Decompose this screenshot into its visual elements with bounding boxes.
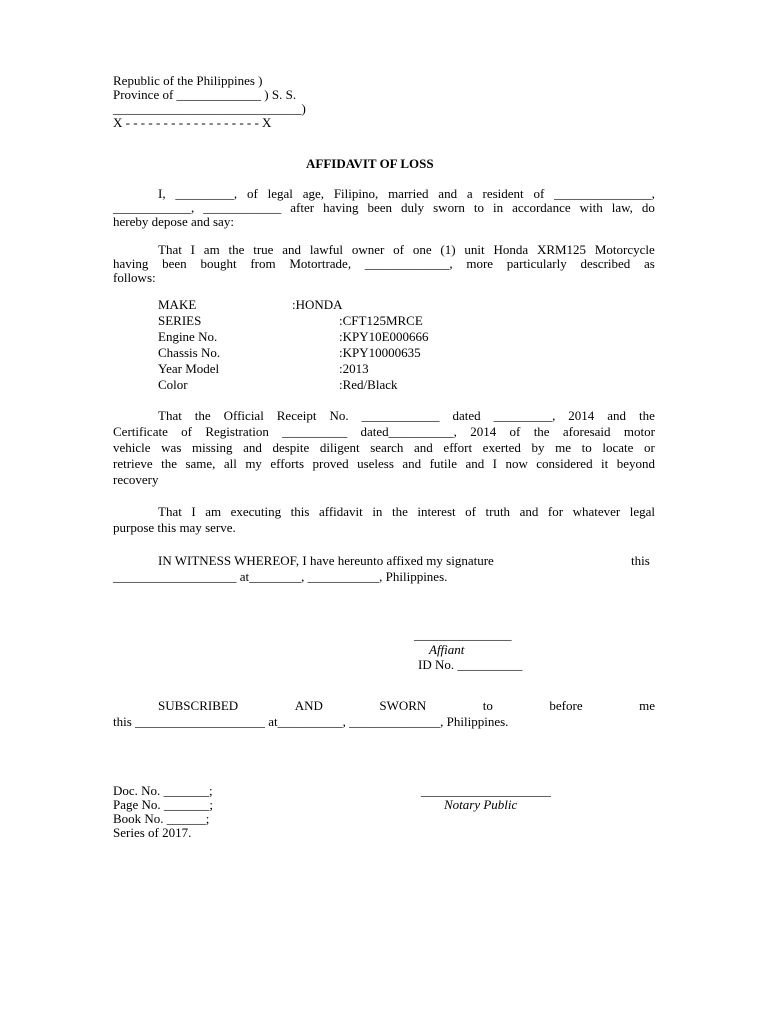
word: for — [547, 504, 564, 519]
word: or — [644, 440, 655, 455]
word: in — [372, 504, 383, 519]
word: legal — [629, 504, 655, 519]
header-blank-line: _____________________________) — [113, 101, 306, 116]
word: from — [250, 256, 276, 271]
spec-label-year: Year Model — [158, 361, 220, 376]
word: duly — [401, 200, 425, 215]
word: beyond — [616, 456, 655, 471]
spec-value-year: :2013 — [339, 361, 369, 376]
word: by — [531, 440, 545, 455]
book-no: Book No. ______; — [113, 811, 210, 826]
word: same, — [185, 456, 216, 471]
word: to — [581, 440, 592, 455]
word: Certificate — [113, 424, 168, 439]
header-republic: Republic of the Philippines ) — [113, 73, 263, 88]
word: resident — [482, 186, 524, 201]
word: with — [579, 200, 603, 215]
affiant-label: Affiant — [429, 642, 465, 657]
word: am — [205, 504, 222, 519]
para3-line2 — [113, 424, 655, 440]
word: ____________ — [361, 408, 440, 423]
word: (1) — [440, 242, 456, 257]
word: been — [162, 256, 187, 271]
series-of: Series of 2017. — [113, 825, 192, 840]
word: Motortrade, — [289, 256, 352, 271]
para3-line3 — [113, 440, 655, 456]
word: ____________, — [113, 200, 195, 215]
word: of — [246, 186, 258, 201]
doc-no: Doc. No. _______; — [113, 783, 213, 798]
word: I — [492, 456, 497, 471]
word: affidavit — [318, 504, 363, 519]
spec-label-chassis: Chassis No. — [158, 345, 221, 360]
word: a — [466, 186, 473, 201]
word: my — [245, 456, 262, 471]
spec-value-color: :Red/Black — [339, 377, 398, 392]
word: considered — [536, 456, 593, 471]
word: of — [509, 424, 521, 439]
notary-public-label: Notary Public — [444, 797, 518, 812]
word: married — [388, 186, 429, 201]
witness-line1-end: this — [631, 553, 650, 568]
spec-value-series: :CFT125MRCE — [339, 313, 423, 328]
word: me — [639, 698, 655, 713]
word: I, — [158, 186, 166, 201]
word: XRM125 — [536, 242, 587, 257]
word: the — [533, 424, 550, 439]
affiant-id: ID No. __________ — [418, 657, 523, 672]
jurat-line1 — [158, 698, 655, 714]
word: SUBSCRIBED — [158, 698, 239, 713]
word: truth — [485, 504, 511, 519]
word: useless — [357, 456, 394, 471]
word: after — [290, 200, 315, 215]
word: and — [402, 456, 422, 471]
word: law, — [611, 200, 633, 215]
word: all — [223, 456, 237, 471]
spec-label-engine: Engine No. — [158, 329, 218, 344]
para2-line3: follows: — [113, 270, 156, 285]
word: _________, — [175, 186, 238, 201]
word: more — [466, 256, 494, 271]
word: Motorcycle — [594, 242, 655, 257]
word: AND — [294, 698, 323, 713]
page-no: Page No. _______; — [113, 797, 214, 812]
word: as — [644, 256, 655, 271]
word: I — [190, 242, 195, 257]
word: motor — [623, 424, 655, 439]
para3-line1 — [158, 408, 655, 424]
word: _____________, — [364, 256, 453, 271]
word: true — [253, 242, 274, 257]
word: it — [601, 456, 609, 471]
word: having — [113, 256, 149, 271]
word: of — [181, 424, 193, 439]
word: effort — [443, 440, 473, 455]
word: futile — [429, 456, 457, 471]
word: That — [158, 504, 182, 519]
word: diligent — [319, 440, 360, 455]
word: particularly — [506, 256, 567, 271]
word: ____________ — [203, 200, 282, 215]
spec-value-make: :HONDA — [292, 297, 343, 312]
word: aforesaid — [562, 424, 611, 439]
word: unit — [464, 242, 485, 257]
word: sworn — [433, 200, 465, 215]
word: described — [580, 256, 631, 271]
spec-label-color: Color — [158, 377, 188, 392]
word: been — [367, 200, 392, 215]
word: SWORN — [379, 698, 427, 713]
word: to — [482, 698, 493, 713]
word: despite — [272, 440, 310, 455]
word: and — [465, 456, 485, 471]
para4-line2: purpose this may serve. — [113, 520, 236, 535]
spec-label-series: SERIES — [158, 313, 202, 328]
word: the — [194, 408, 211, 423]
word: proved — [312, 456, 349, 471]
header-province: Province of _____________ ) S. S. — [113, 87, 297, 102]
word: No. — [329, 408, 349, 423]
word: was — [161, 440, 182, 455]
word: _______________, — [554, 186, 655, 201]
para2-line2 — [113, 256, 655, 272]
word: of — [533, 186, 545, 201]
word: efforts — [270, 456, 305, 471]
word: Honda — [493, 242, 529, 257]
para1-line3: hereby depose and say: — [113, 214, 234, 229]
word: to — [473, 200, 485, 215]
word: exerted — [482, 440, 521, 455]
word: dated — [452, 408, 481, 423]
word: Registration — [205, 424, 269, 439]
word: the — [161, 456, 178, 471]
word: and — [438, 186, 458, 201]
word: the — [638, 408, 655, 423]
para3-line5: recovery — [113, 472, 159, 487]
word: the — [391, 504, 408, 519]
word: am — [203, 242, 220, 257]
word: whatever — [572, 504, 621, 519]
word: _________, — [493, 408, 556, 423]
word: me — [555, 440, 572, 455]
jurat-line2: this ____________________ at__________, ______________, Philippines. — [113, 714, 509, 729]
word: legal — [267, 186, 293, 201]
word: and — [414, 440, 433, 455]
word: lawful — [309, 242, 344, 257]
word: I — [191, 504, 196, 519]
word: retrieve — [113, 456, 153, 471]
word: dated__________, — [360, 424, 457, 439]
word: and — [519, 504, 539, 519]
word: do — [641, 200, 655, 215]
word: 2014 — [470, 424, 497, 439]
witness-line2: ___________________ at________, ___________, Philippines. — [113, 569, 448, 584]
witness-line1: IN WITNESS WHEREOF, I have hereunto affixed my signature — [158, 553, 494, 568]
header-x-line: X - - - - - - - - - - - - - - - - - - X — [113, 115, 272, 130]
word: of — [465, 504, 476, 519]
word: age, — [302, 186, 324, 201]
word: vehicle — [113, 440, 151, 455]
word: Official — [223, 408, 264, 423]
word: having — [323, 200, 359, 215]
word: bought — [200, 256, 237, 271]
spec-label-make: MAKE — [158, 297, 197, 312]
word: That — [158, 408, 182, 423]
document-title: AFFIDAVIT OF LOSS — [306, 156, 434, 171]
para4-line1 — [158, 504, 655, 520]
word: Filipino, — [333, 186, 379, 201]
word: That — [158, 242, 182, 257]
word: and — [282, 242, 302, 257]
word: this — [290, 504, 310, 519]
word: __________ — [282, 424, 348, 439]
word: and — [607, 408, 627, 423]
word: in — [493, 200, 504, 215]
word: of — [393, 242, 405, 257]
para3-line4 — [113, 456, 655, 472]
word: missing — [191, 440, 233, 455]
spec-value-chassis: :KPY10000635 — [339, 345, 421, 360]
word: locate — [602, 440, 634, 455]
word: Receipt — [276, 408, 317, 423]
word: 2014 — [568, 408, 595, 423]
notary-signature-line: ____________________ — [421, 783, 551, 798]
word: search — [370, 440, 404, 455]
word: executing — [230, 504, 282, 519]
word: one — [412, 242, 432, 257]
word: accordance — [512, 200, 571, 215]
spec-value-engine: :KPY10E000666 — [339, 329, 429, 344]
word: interest — [417, 504, 456, 519]
word: and — [243, 440, 262, 455]
word: owner — [351, 242, 385, 257]
affiant-signature-line: _______________ — [414, 627, 512, 642]
word: before — [549, 698, 583, 713]
word: the — [228, 242, 245, 257]
word: now — [505, 456, 528, 471]
